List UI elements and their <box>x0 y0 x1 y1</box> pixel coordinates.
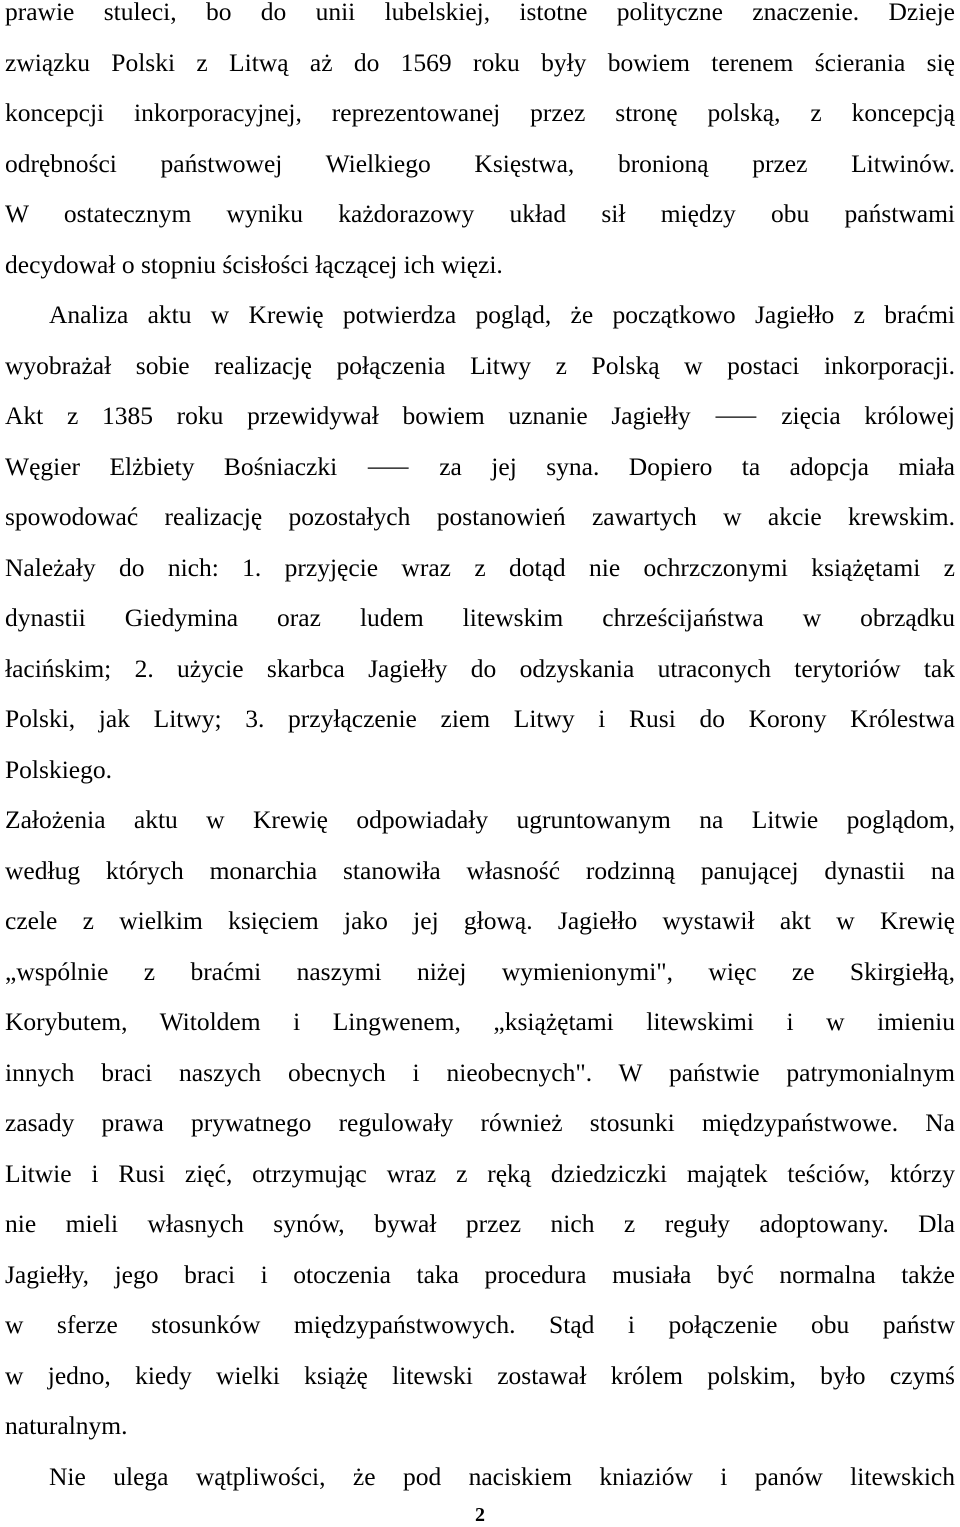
text-line: spowodować realizację pozostałych postanowień zawartych w akcie krewskim. <box>5 502 955 531</box>
text-line: decydował o stopniu ścisłości łączącej ich więzi. <box>5 249 503 279</box>
text-line: nie mieli własnych synów, bywał przez nich z reguły adoptowany. Dla <box>5 1209 955 1238</box>
text-line: Analiza aktu w Krewię potwierdza pogląd, że początkowo Jagiełło z braćmi <box>49 300 955 329</box>
text-line: zasady prawa prywatnego regulowały również stosunki międzypaństwowe. Na <box>5 1108 955 1137</box>
text-line: wyobrażał sobie realizację połączenia Litwy z Polską w postaci inkorporacji. <box>5 350 955 380</box>
text-line: odrębności państwowej Wielkiego Księstwa, bronioną przez Litwinów. <box>5 148 955 178</box>
page-number: 2 <box>475 1504 485 1526</box>
text-line: Założenia aktu w Krewię odpowiadały ugruntowanym na Litwie poglądom, <box>5 805 955 834</box>
text-line: Litwie i Rusi zięć, otrzymując wraz z ręką dziedziczki majątek teściów, którzy <box>5 1158 955 1188</box>
text-line: naturalnym. <box>5 1411 128 1440</box>
text-line: Akt z 1385 roku przewidywał bowiem uznanie Jagiełły ⸺ zięcia królowej <box>5 401 955 430</box>
text-line: Nie ulega wątpliwości, że pod naciskiem kniaziów i panów litewskich <box>49 1461 955 1491</box>
text-line: Polskiego. <box>5 754 112 784</box>
text-line: Jagiełły, jego braci i otoczenia taka procedura musiała być normalna także <box>5 1259 955 1289</box>
text-line: innych braci naszych obecnych i nieobecnych". W państwie patrymonialnym <box>5 1057 955 1087</box>
text-line: według których monarchia stanowiła własność rodzinną panującej dynastii na <box>5 855 955 885</box>
text-line: dynastii Giedymina oraz ludem litewskim chrześcijaństwa w obrządku <box>5 603 955 632</box>
text-line: w sferze stosunków międzypaństwowych. Stąd i połączenie obu państw <box>5 1310 955 1339</box>
text-line: W ostatecznym wyniku każdorazowy układ sił między obu państwami <box>5 199 955 228</box>
text-line: Należały do nich: 1. przyjęcie wraz z dotąd nie ochrzczonymi książętami z <box>5 552 955 582</box>
text-line: „wspólnie z braćmi naszymi niżej wymienionymi", więc ze Skirgiełłą, <box>5 956 955 986</box>
text-line: w jedno, kiedy wielki książę litewski zostawał królem polskim, było czymś <box>5 1360 955 1390</box>
text-line: łacińskim; 2. użycie skarbca Jagiełły do odzyskania utraconych terytoriów tak <box>5 653 955 683</box>
text-line: prawie stuleci, bo do unii lubelskiej, istotne polityczne znaczenie. Dzieje <box>5 0 955 26</box>
text-line: związku Polski z Litwą aż do 1569 roku były bowiem terenem ścierania się <box>5 47 955 77</box>
text-line: Korybutem, Witoldem i Lingwenem, „książętami litewskimi i w imieniu <box>5 1007 955 1036</box>
text-line: Polski, jak Litwy; 3. przyłączenie ziem Litwy i Rusi do Korony Królestwa <box>5 704 955 733</box>
text-line: Węgier Elżbiety Bośniaczki ⸺ za jej syna. Dopiero ta adopcja miała <box>5 451 955 481</box>
text-line: czele z wielkim księciem jako jej głową. Jagiełło wystawił akt w Krewię <box>5 906 955 935</box>
document-page <box>5 0 955 1502</box>
text-line: koncepcji inkorporacyjnej, reprezentowanej przez stronę polską, z koncepcją <box>5 98 955 127</box>
